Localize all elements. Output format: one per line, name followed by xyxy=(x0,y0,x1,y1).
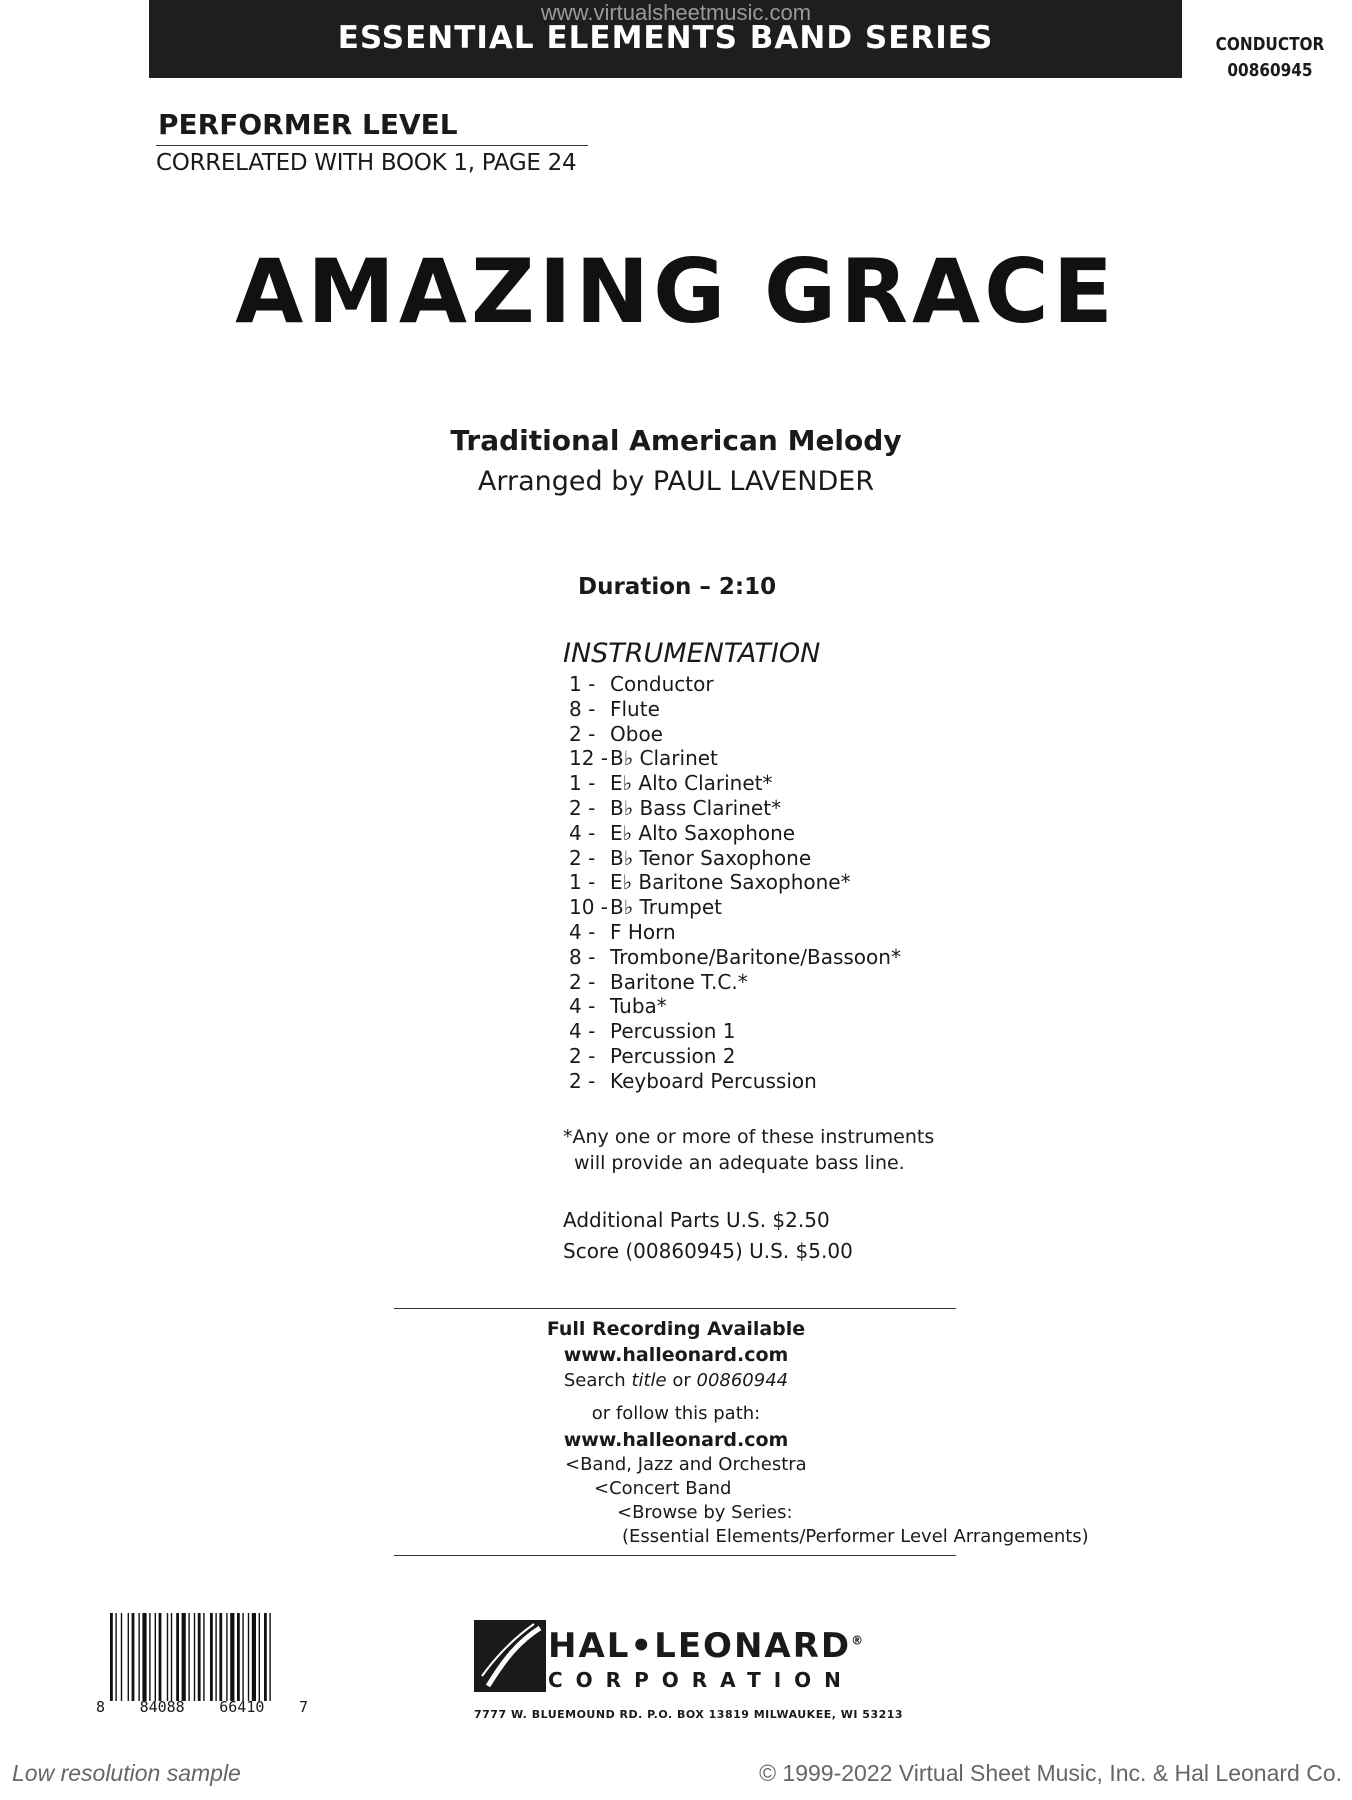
instrument-name: B♭ Tenor Saxophone xyxy=(610,845,812,870)
arranger: Arranged by PAUL LAVENDER xyxy=(477,466,875,497)
instrument-row xyxy=(563,895,901,920)
barcode-bar xyxy=(171,1613,172,1701)
barcode-bar xyxy=(259,1613,260,1701)
search-title: title xyxy=(631,1370,667,1391)
instrument-row xyxy=(563,1044,901,1069)
barcode-bar xyxy=(115,1613,116,1701)
instrument-row xyxy=(563,945,901,970)
instrument-name: Trombone/Baritone/Bassoon* xyxy=(610,944,901,969)
instrument-quantity: 2 - xyxy=(569,721,596,746)
barcode-bar xyxy=(121,1613,122,1701)
instrument-name: Keyboard Percussion xyxy=(610,1068,817,1093)
barcode-bar xyxy=(248,1613,249,1701)
barcode-digit-group: 8 xyxy=(96,1698,106,1716)
score-price: Score (00860945) U.S. $5.00 xyxy=(563,1239,853,1263)
barcode-bar xyxy=(219,1613,222,1701)
sample-notice: Low resolution sample xyxy=(12,1760,241,1786)
barcode-bar xyxy=(198,1613,201,1701)
instrument-name: Conductor xyxy=(610,672,714,696)
instrument-quantity: 1 - xyxy=(569,771,596,796)
publisher-address: 7777 W. BLUEMOUND RD. P.O. BOX 13819 MILWAUKEE, WI 53213 xyxy=(474,1708,904,1721)
barcode-bar xyxy=(110,1613,113,1701)
barcode-bar xyxy=(188,1613,189,1701)
piece-title: AMAZING GRACE xyxy=(235,240,1117,343)
series-title: ESSENTIAL ELEMENTS BAND SERIES xyxy=(337,20,994,56)
performer-level: PERFORMER LEVEL xyxy=(158,108,458,141)
barcode-digits xyxy=(96,1698,308,1716)
barcode-bar xyxy=(264,1613,267,1701)
instrument-name: Tuba* xyxy=(610,994,667,1019)
barcode-digit-group: 66410 xyxy=(219,1698,265,1716)
instrument-row xyxy=(563,870,901,895)
barcode-bar xyxy=(203,1613,204,1701)
instrument-quantity: 2 - xyxy=(569,969,596,994)
instrument-quantity: 4 - xyxy=(569,820,596,845)
item-number: 00860945 xyxy=(1227,60,1313,81)
instrument-quantity: 8 - xyxy=(569,696,596,721)
upc-barcode xyxy=(108,1613,298,1701)
barcode-bar xyxy=(269,1613,270,1701)
barcode-bar xyxy=(210,1613,213,1701)
instrument-quantity: 12 - xyxy=(569,746,609,771)
publisher-name-text: HAL•LEONARD xyxy=(548,1626,852,1666)
bass-line-note xyxy=(563,1124,963,1176)
instrument-name: Baritone T.C.* xyxy=(610,969,748,994)
barcode-bar xyxy=(230,1613,234,1701)
correlated-text: CORRELATED WITH BOOK 1, PAGE 24 xyxy=(156,150,577,176)
barcode-bar xyxy=(149,1613,150,1701)
barcode-bar xyxy=(176,1613,179,1701)
instrument-row xyxy=(563,746,901,771)
barcode-digit-group: 84088 xyxy=(139,1698,185,1716)
barcode-bar xyxy=(155,1613,156,1701)
instrument-quantity: 10 - xyxy=(569,895,609,920)
barcode-bar xyxy=(128,1613,129,1701)
instrument-name: B♭ Bass Clarinet* xyxy=(610,795,782,820)
instrumentation-heading: INSTRUMENTATION xyxy=(563,638,821,669)
barcode-bar xyxy=(226,1613,227,1701)
hal-leonard-logo-icon xyxy=(474,1620,554,1700)
instrument-row xyxy=(563,722,901,747)
conductor-text: CONDUCTOR xyxy=(1215,34,1325,55)
note-line-1: *Any one or more of these instruments xyxy=(563,1126,935,1148)
recording-site-link[interactable]: www.halleonard.com xyxy=(563,1344,789,1366)
instrument-quantity: 2 - xyxy=(569,1068,596,1093)
search-prefix: Search xyxy=(563,1370,632,1391)
instrument-row xyxy=(563,796,901,821)
follow-path-text: or follow this path: xyxy=(591,1403,761,1424)
instrument-row xyxy=(563,1019,901,1044)
path-step-1: <Band, Jazz and Orchestra xyxy=(565,1454,807,1475)
barcode-bar xyxy=(215,1613,216,1701)
instrument-name: B♭ Trumpet xyxy=(610,895,723,920)
barcode-bar xyxy=(252,1613,256,1701)
recording-top-rule xyxy=(394,1308,956,1309)
path-step-3: <Browse by Series: xyxy=(617,1502,793,1523)
instrument-name: Flute xyxy=(610,696,660,721)
path-step-2: <Concert Band xyxy=(594,1478,732,1499)
path-site-link[interactable]: www.halleonard.com xyxy=(563,1429,789,1451)
instrument-row xyxy=(563,1069,901,1094)
instrument-quantity: 4 - xyxy=(569,994,596,1019)
barcode-bar xyxy=(242,1613,243,1701)
watermark-text: www.virtualsheetmusic.com xyxy=(540,0,812,25)
instrument-quantity: 1 - xyxy=(569,870,596,895)
instrumentation-list xyxy=(563,672,901,1094)
instrument-name: Percussion 1 xyxy=(610,1019,736,1044)
instrument-row xyxy=(563,697,901,722)
instrument-row xyxy=(563,970,901,995)
instrument-quantity: 2 - xyxy=(569,795,596,820)
publisher-name xyxy=(548,1626,865,1666)
barcode-bar xyxy=(132,1613,135,1701)
instrument-row xyxy=(563,672,901,697)
duration: Duration – 2:10 xyxy=(578,574,777,600)
registered-mark: ® xyxy=(851,1633,866,1648)
instrument-quantity: 8 - xyxy=(569,944,596,969)
copyright-notice: © 1999-2022 Virtual Sheet Music, Inc. & Hal Leonard Co. xyxy=(759,1760,1342,1786)
barcode-bar xyxy=(237,1613,240,1701)
instrument-row xyxy=(563,846,901,871)
search-number: 00860944 xyxy=(696,1370,789,1391)
instrument-quantity: 1 - xyxy=(569,672,596,696)
instrument-row xyxy=(563,771,901,796)
search-hint xyxy=(0,1370,1352,1391)
path-step-4: (Essential Elements/Performer Level Arrangements) xyxy=(622,1526,1089,1547)
instrument-row xyxy=(563,994,901,1019)
barcode-bar xyxy=(182,1613,186,1701)
instrument-quantity: 4 - xyxy=(569,1019,596,1044)
publisher-corporation: CORPORATION xyxy=(548,1668,854,1692)
instrument-quantity: 4 - xyxy=(569,919,596,944)
additional-parts-price: Additional Parts U.S. $2.50 xyxy=(563,1208,830,1232)
instrument-row xyxy=(563,920,901,945)
barcode-bar xyxy=(138,1613,139,1701)
conductor-label xyxy=(1206,32,1334,84)
instrument-quantity: 2 - xyxy=(569,845,596,870)
instrument-name: Oboe xyxy=(610,721,663,746)
composer: Traditional American Melody xyxy=(450,424,902,457)
barcode-digit-group: 7 xyxy=(298,1698,308,1716)
instrument-name: E♭ Baritone Saxophone* xyxy=(610,870,851,895)
barcode-bar xyxy=(142,1613,146,1701)
note-line-2: will provide an adequate bass line. xyxy=(574,1152,905,1174)
level-divider xyxy=(156,145,588,146)
instrument-name: B♭ Clarinet xyxy=(610,746,718,771)
instrument-name: Percussion 2 xyxy=(610,1043,736,1068)
instrument-name: E♭ Alto Saxophone xyxy=(610,820,796,845)
instrument-name: F Horn xyxy=(610,919,676,944)
instrument-quantity: 2 - xyxy=(569,1043,596,1068)
search-or: or xyxy=(666,1370,697,1391)
recording-bottom-rule xyxy=(394,1555,956,1556)
barcode-bar xyxy=(194,1613,195,1701)
recording-heading: Full Recording Available xyxy=(546,1318,806,1340)
barcode-bar xyxy=(167,1613,168,1701)
barcode-bar xyxy=(159,1613,162,1701)
instrument-row xyxy=(563,821,901,846)
instrument-name: E♭ Alto Clarinet* xyxy=(610,771,773,796)
